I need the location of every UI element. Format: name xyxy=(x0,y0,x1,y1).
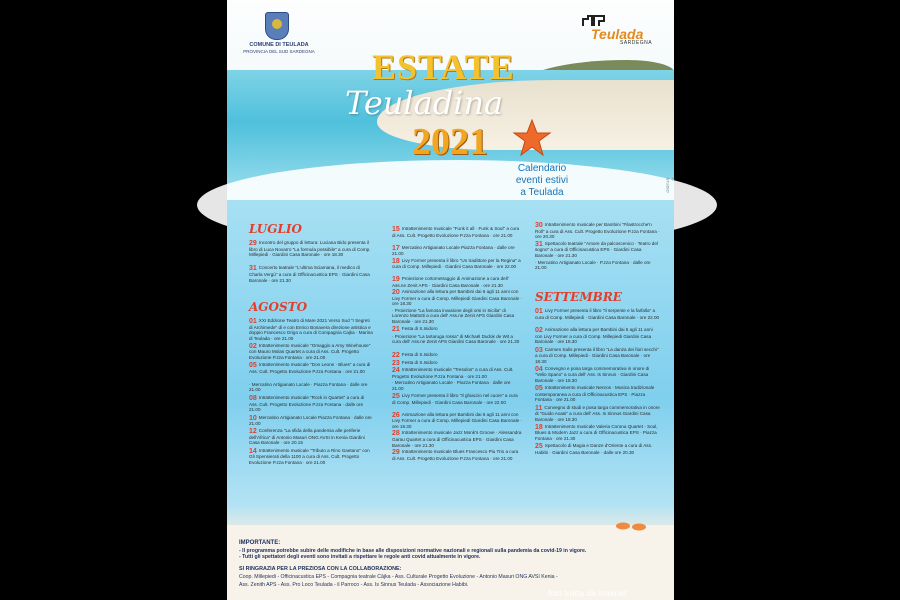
event-item xyxy=(535,308,660,320)
event-item xyxy=(249,265,374,283)
event-text: Mercatino Artigianato Locale Piazza Fontana · dalle ore 21.00 xyxy=(249,414,372,427)
event-day: 29 xyxy=(249,240,257,247)
event-item xyxy=(392,289,522,307)
event-day: 19 xyxy=(392,276,400,284)
subtitle-line-1: Calendario xyxy=(517,163,567,174)
event-item xyxy=(535,405,660,423)
event-text: Animazione alla lettura per Bambini dai 6 agli 11 anni con Livy Former a cura di Comp. Millepiedi Giardini Casa Baronale · ore 18.30 xyxy=(392,411,522,429)
event-day: 24 xyxy=(392,367,400,375)
event-day: 25 xyxy=(392,393,400,401)
event-text: Incontro del gruppo di lettura: Luciana Bido presenta il libro di Luca Novarro "La formula possibile" a cura di Comp. Millepiedi · Giardini Casa Baronale · ore 18.30 xyxy=(249,240,371,258)
event-text: Intrattenimento musicale Valeria Corona Quartet · Soul, Blues & Modern Jazz a cura di Officinacustica EPS · Piazza Fontana · ore 21.30 xyxy=(535,423,658,441)
event-day: 01 xyxy=(535,308,543,315)
event-text: Intrattenimento musicale "Tresolos" a cura di Ass. Cult. Progetto Evoluzione P.zza Fontana · ore 21.00 xyxy=(392,367,514,379)
teulada-logo-sub: SARDEGNA xyxy=(620,40,653,46)
thanks-line-2: Ass. Zenith APS - Ass. Pro Loco Teulada - il Parroco - Ass. Is Sinnus Teulada - Associazione Habibi. xyxy=(239,581,469,588)
photo-credit: foto tratta da internet xyxy=(548,588,627,598)
starfish-icon xyxy=(512,118,552,158)
thanks-heading: SI RINGRAZIA PER LA PREZIOSA CON LA COLLABORAZIONE: xyxy=(239,566,402,572)
event-text: · Mercatino Artigianato Locale · Piazza Fontana · dalle ore 21.00 xyxy=(392,380,511,391)
event-item xyxy=(535,385,660,403)
event-text: Concerto teatrale "L'ultima Sciamana, il medico di Charla Vergù" a cura di Officinacustica EPS · Giardini Casa Baronale · ore 21.30 xyxy=(249,265,370,283)
event-item xyxy=(535,424,660,442)
event-text: Intrattenimento musicale "Omaggio a Amy Winehouse" con Mauro Molas Quartet a cura di Ass. Cult. Progetto Evoluzione P.zza Fontana · ore 21.00 xyxy=(249,342,371,361)
event-text: Intrattenimento musicale Blues Francesco Piu Trio a cura di Ass. Cult. Progetto Evoluzione P.zza Fontana · ore 21.00 xyxy=(392,449,519,461)
event-day: 29 xyxy=(392,449,400,456)
title-estate: ESTATE xyxy=(372,47,515,87)
event-item xyxy=(392,352,522,359)
subtitle xyxy=(487,163,597,199)
subtitle-line-3: a Teulada xyxy=(520,187,564,198)
event-day: 02 xyxy=(535,327,543,335)
event-day: 01 xyxy=(249,318,257,325)
title-teuladina: Teuladina xyxy=(345,84,504,122)
event-text: Festa di S.Isidoro xyxy=(401,359,438,365)
event-text: Convegno e posa targa commemorativa in onore di "Velio Spano" a cura dell' Ass. Is Sinnus · Giardini Casa Baronale · ore 18.30 xyxy=(535,365,650,384)
event-day: 11 xyxy=(535,404,543,412)
event-item xyxy=(535,222,660,240)
flip-flops-icon xyxy=(615,520,649,532)
comune-name: COMUNE DI TEULADA xyxy=(249,42,309,48)
coat-of-arms-icon xyxy=(265,12,289,40)
event-item xyxy=(535,241,660,259)
importante-heading: IMPORTANTE: xyxy=(239,540,281,546)
event-item xyxy=(392,393,522,405)
title-year: 2021 xyxy=(412,121,488,163)
event-poster xyxy=(227,0,674,600)
thanks-list xyxy=(239,574,664,589)
event-text: Festa di S.Isidoro xyxy=(401,326,438,332)
event-text: Carmen Salis presenta il libro "La danza dei fiori secchi" a cura di Comp. Millepiedi · Giardini Casa Baronale · ore 18.30 xyxy=(535,346,659,364)
event-item xyxy=(249,395,374,413)
event-day: 08 xyxy=(249,395,257,403)
photo-watermark: © STUDIO xyxy=(665,177,676,193)
event-day: 02 xyxy=(249,342,257,350)
event-item xyxy=(392,326,522,333)
event-text: Intrattenimento musicale "Tributo a Rino Gaetano" con Gli Spensierati della 1100 a cura di Ass. Cult. Progetto Evoluzione P.zza Fontana · ore 21.00 xyxy=(249,447,370,465)
event-text: Livy Former presenta il libro "Il ghiaccio nel cuore" a cura di Comp. Millepiedi · Giardini Casa Baronale · ore 22.00 xyxy=(392,393,518,405)
importante-notes xyxy=(239,548,664,560)
event-day: 20 xyxy=(392,289,400,297)
month-agosto: AGOSTO xyxy=(249,300,308,314)
event-item xyxy=(535,366,660,384)
note-2: - Tutti gli spettatori degli eventi sono invitati a rispettare le regole anti covid attualmente in vigore. xyxy=(239,554,481,561)
event-text: · Mercatino Artigianato Locale · Piazza Fontana · dalle ore 21.00 xyxy=(249,381,368,393)
event-day: 30 xyxy=(535,222,543,229)
note-1: - Il programma potrebbe subire delle modifiche in base alle disposizioni normative nazionali e regionali sulla pandemia da covid-19 in vigore. xyxy=(239,548,587,554)
event-text: Intrattenimento musicale "Don Leone · Blues" a cura di Ass. Cult. Progetto Evoluzione P.zza Fontana · ore 21.00 xyxy=(249,362,371,374)
event-day: 15 xyxy=(392,226,400,233)
event-item xyxy=(392,449,522,461)
event-text: Livy Former presenta il libro "Un tradittore per la Regina" a cura di Comp. Millepiedi · Giardini Casa Baronale · ore 22.00 xyxy=(392,257,521,270)
provincia-name: PROVINCIA DEL SUD SARDEGNA xyxy=(243,49,315,54)
event-item xyxy=(392,380,522,391)
month-luglio: LUGLIO xyxy=(249,222,302,236)
event-text: XXI Edizione Teatro di Mare 2021 Verso Sud "I Segreti di Archimede" di e con Enrico Bonavera direzione artistica e doppio Francesco Origo a cura di Compagnia Cajka · Marina di Teulada · ore 21.00 xyxy=(249,318,373,341)
event-item xyxy=(392,245,522,257)
event-item xyxy=(249,343,374,361)
event-item xyxy=(535,260,660,271)
event-item xyxy=(392,360,522,367)
event-item xyxy=(392,308,522,325)
event-day: 25 xyxy=(535,443,543,451)
event-text: Animazione alla lettura per Bambini dai 6 agli 11 anni con Livy Former a cura di Comp. Millepiedi Giardini Casa Baronale · ore 18.30 xyxy=(535,327,653,345)
event-text: Intrattenimento musicale "Rock in Quartet" a cura di Ass. Cult. Progetto Evoluzione P.zza Fontana · dalle ore 21.00 xyxy=(249,395,365,413)
event-text: · Proiezione "La famosa invasione degli orsi in Sicilia" di Lorenzo Mattotti a cura dell' Ass.ne Zenit APS Giardini Casa Baronale · ore 21.30 xyxy=(392,307,515,324)
event-day: 28 xyxy=(392,430,400,438)
event-text: Spettacolo di Magia e Danze d'Oriente a cura di Ass. Habibi · Giardini Casa Baronale · dalle ore 20.30 xyxy=(535,443,653,455)
event-day: 31 xyxy=(249,265,257,273)
event-item xyxy=(392,226,522,238)
event-text: Intrattenimento musicale Nenros · Musica tradizionale contemporanea a cura di Officinacustica EPS · Piazza Fontana · ore 21.00 xyxy=(535,385,655,403)
event-text: · Proiezione "La tartaruga rossa" di Michaël Dudok de Wit a cura dell' Ass.ne Zenit APS Giardini Casa Baronale · ore 21.30 xyxy=(392,333,520,345)
event-item xyxy=(249,415,374,427)
event-text: Animazione alla lettura per Bambini dai 6 agli 11 anni con Livy Former a cura di Comp. Millepiedi Giardini Casa Baronale · ore 18.30 xyxy=(392,289,522,307)
event-item xyxy=(535,443,660,455)
event-item xyxy=(535,347,660,365)
event-day: 26 xyxy=(392,411,400,419)
event-day: 31 xyxy=(535,240,543,248)
event-item xyxy=(392,334,522,345)
event-day: 05 xyxy=(535,385,543,393)
event-item xyxy=(249,318,374,341)
event-item xyxy=(392,412,522,430)
event-item xyxy=(392,430,522,448)
event-text: Intrattenimento musicale per Bambini "Filastrocche'n Roll" a cura di Ass. Cult. Progetto Evoluzione P.zza Fontana · ore 20.30 xyxy=(535,222,660,240)
event-day: 23 xyxy=(392,359,400,367)
event-item xyxy=(249,240,374,258)
event-day: 17 xyxy=(392,244,400,252)
event-day: 04 xyxy=(535,365,543,373)
event-day: 03 xyxy=(535,346,543,354)
event-day: 05 xyxy=(249,362,257,370)
event-text: · Mercatino Artigianato Locale · P.zza Fontana · dalle ore 21.00 xyxy=(535,259,651,271)
event-text: Festa di S.Isidoro xyxy=(401,352,438,358)
event-item xyxy=(249,382,374,393)
event-text: Intrattenimento musicale "Funk it all · Funk & Soul" a cura di Ass. Cult. Progetto Evoluzione P.zza Fontana · ore 21.00 xyxy=(392,226,520,238)
subtitle-line-2: eventi estivi xyxy=(515,175,569,186)
event-day: 18 xyxy=(535,423,543,431)
thanks-line-1: Coop. Millepiedi - Officinacustica EPS - Compagnia teatrale Cājka - Ass. Culturale Progetto Evoluzione - Antonio Masuri ONG AVSI Kenia - xyxy=(239,574,558,580)
event-item xyxy=(392,276,522,288)
event-text: Proiezione cortometraggio di Animazione a cura dell' Ass.ne Zenit APS · Giardini Casa Baronale · ore 21.30 xyxy=(392,276,509,288)
event-item xyxy=(392,258,522,270)
event-day: 12 xyxy=(249,428,257,436)
event-day: 18 xyxy=(392,257,400,265)
month-settembre: SETTEMBRE xyxy=(535,290,622,304)
event-day: 22 xyxy=(392,352,400,360)
event-text: Spettacolo teatrale "Amore da palcoscenico · Teatro del sogno" a cura di Officinacustica EPS · Giardini Casa Baronale · ore 21.30 xyxy=(535,240,658,258)
event-item xyxy=(392,367,522,379)
event-day: 14 xyxy=(249,447,257,455)
event-day: 21 xyxy=(392,326,400,334)
event-text: Convegno di studi e posa targa commemorativa in onore di "Guido Aoasi" a cura dell' Ass. Is Sinnus Giardini Casa Baronale · ore 18.30 xyxy=(535,404,660,422)
event-item xyxy=(249,428,374,446)
event-item xyxy=(249,448,374,466)
event-text: Conferenza "La sfida della pandemia alle periferie dell'Africa" di Antonio Masuri ONG AVSI in Kenia Giardini Casa Baronale · ore 20.15 xyxy=(249,428,365,446)
event-text: Intrattenimento musicale Jazz Monk's Groove · Alessandra Garau Quartet a cura di Officinacustica EPS · Giardini Casa Baronale · ore 21.30 xyxy=(392,430,522,448)
event-text: Livy Former presenta il libro "Il serpente e la farfalla" a cura di Comp. Millepiedi · Giardini Casa Baronale · ore 22.00 xyxy=(535,308,660,320)
event-item xyxy=(535,327,660,345)
event-item xyxy=(249,362,374,374)
teulada-logo-text: Teulada xyxy=(591,26,644,42)
event-day: 10 xyxy=(249,414,257,422)
event-text: Mercatino Artigianato Locale Piazza Fontana · dalle ore 21.00 xyxy=(392,244,515,257)
